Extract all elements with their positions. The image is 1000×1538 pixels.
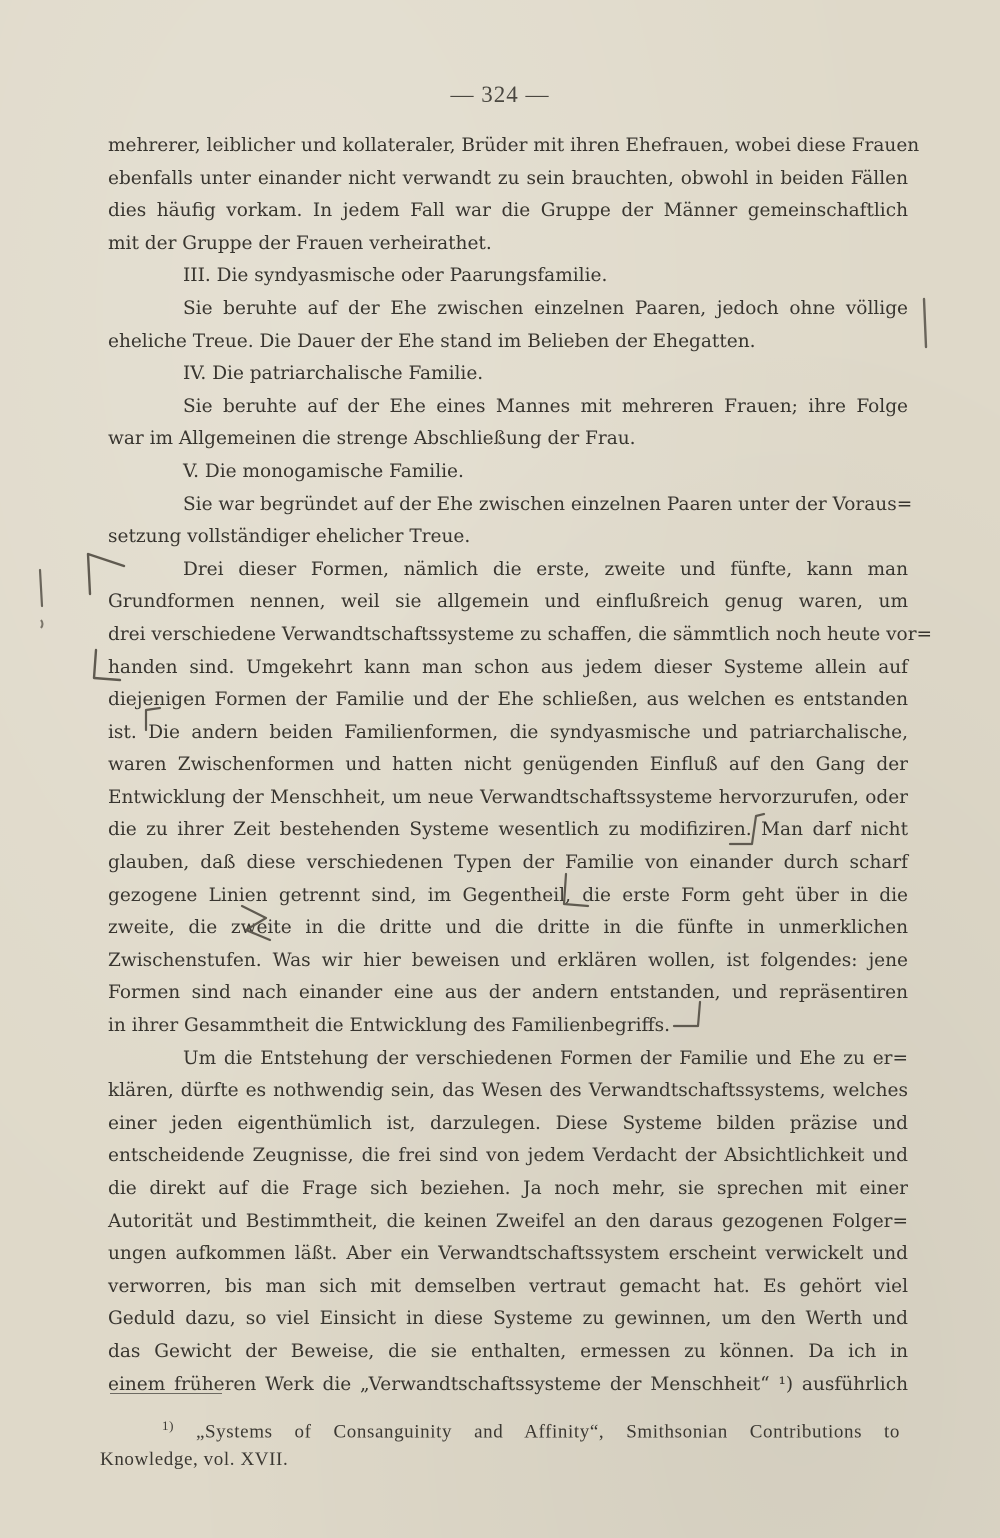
text-line: setzung vollständiger ehelicher Treue. <box>108 526 471 548</box>
footnote-marker: 1) <box>162 1418 175 1433</box>
text-line: verworren, bis man sich mit demselben vertraut gemacht hat. Es gehört viel <box>108 1275 908 1297</box>
text-line: das Gewicht der Beweise, die sie enthalten, ermessen zu können. Da ich in <box>108 1340 908 1362</box>
text-line: die direkt auf die Frage sich beziehen. Ja noch mehr, sie sprechen mit einer <box>108 1178 908 1199</box>
footnote-text: „Systems of Consanguinity and Affinity“, Smithsonian Contributions to <box>195 1421 900 1443</box>
text-line: mit der Gruppe der Frauen verheirathet. <box>108 232 492 254</box>
text-line: klären, dürfte es nothwendig sein, das Wesen des Verwandtschaftssystems, welches <box>108 1080 908 1102</box>
text-line: Autorität und Bestimmtheit, die keinen Zweifel an den daraus gezogenen Folger= <box>108 1210 908 1232</box>
text-line: Zwischenstufen. Was wir hier beweisen und erklären wollen, ist folgendes: jene <box>108 949 908 971</box>
section-heading-v: V. Die monogamische Familie. <box>183 460 464 482</box>
text-line: einer jeden eigenthümlich ist, darzulegen. Diese Systeme bilden präzise und <box>108 1112 908 1134</box>
text-line: ist. Die andern beiden Familienformen, die syndyasmische und patriarchalische, <box>108 721 908 743</box>
text-line: entscheidende Zeugnisse, die frei sind von jedem Verdacht der Absichtlichkeit und <box>108 1145 908 1167</box>
text-line: Entwicklung der Menschheit, um neue Verwandtschaftssysteme hervorzurufen, oder <box>108 786 908 808</box>
text-line: handen sind. Umgekehrt kann man schon aus jedem dieser Systeme allein auf <box>108 656 908 678</box>
text-line: ebenfalls unter einander nicht verwandt zu sein brauchten, obwohl in beiden Fällen <box>108 167 908 189</box>
text-line: war im Allgemeinen die strenge Abschließung der Frau. <box>108 428 636 450</box>
text-line: eheliche Treue. Die Dauer der Ehe stand im Belieben der Ehegatten. <box>108 330 756 352</box>
text-line: mehrerer, leiblicher und kollateraler, Brüder mit ihren Ehefrauen, wobei diese Frauen <box>108 135 920 156</box>
text-line: Geduld dazu, so viel Einsicht in diese Systeme zu gewinnen, um den Werth und <box>108 1308 908 1330</box>
text-line: waren Zwischenformen und hatten nicht genügenden Einfluß auf den Gang der <box>108 754 908 776</box>
footnote-line: Knowledge, vol. XVII. <box>100 1449 289 1471</box>
text-line: in ihrer Gesammtheit die Entwicklung des Familienbegriffs. <box>108 1015 671 1037</box>
footnote-line <box>100 1412 900 1446</box>
pencil-mark-right-margin <box>914 295 934 355</box>
footnote-divider <box>110 1393 222 1394</box>
text-line: zweite, die zweite in die dritte und die dritte in die fünfte in unmerklichen <box>108 917 908 939</box>
text-line: ungen aufkommen läßt. Aber ein Verwandtschaftssystem erscheint verwickelt und <box>108 1243 908 1265</box>
section-heading-iii: III. Die syndyasmische oder Paarungsfamilie. <box>183 265 608 287</box>
text-line: Grundformen nennen, weil sie allgemein und einflußreich genug waren, um <box>108 591 908 613</box>
body-text <box>108 130 933 1401</box>
text-line: diejenigen Formen der Familie und der Ehe schließen, aus welchen es entstanden <box>108 689 908 711</box>
text-line: Formen sind nach einander eine aus der andern entstanden, und repräsentiren <box>108 982 908 1004</box>
text-line: die zu ihrer Zeit bestehenden Systeme wesentlich zu modifiziren. Man darf nicht <box>108 819 908 841</box>
text-line: Sie beruhte auf der Ehe eines Mannes mit mehreren Frauen; ihre Folge <box>183 395 908 417</box>
footnote <box>100 1412 900 1474</box>
text-line: einem früheren Werk die „Verwandtschaftssysteme der Menschheit“ ¹) ausführlich <box>108 1373 908 1395</box>
text-line: dies häufig vorkam. In jedem Fall war die Gruppe der Männer gemeinschaftlich <box>108 200 908 222</box>
section-heading-iv: IV. Die patriarchalische Familie. <box>183 363 484 385</box>
text-line: glauben, daß diese verschiedenen Typen der Familie von einander durch scharf <box>108 852 908 874</box>
text-line: gezogene Linien getrennt sind, im Gegentheil, die erste Form geht über in die <box>108 884 908 906</box>
pencil-mark-left-margin <box>32 566 52 636</box>
page-number: — 324 — <box>450 82 550 107</box>
text-line: drei verschiedene Verwandtschaftssysteme zu schaffen, die sämmtlich noch heute vor= <box>108 623 933 645</box>
text-line: Drei dieser Formen, nämlich die erste, zweite und fünfte, kann man <box>183 558 908 580</box>
text-line: Um die Entstehung der verschiedenen Formen der Familie und Ehe zu er= <box>183 1047 908 1069</box>
text-line: Sie beruhte auf der Ehe zwischen einzelnen Paaren, jedoch ohne völlige <box>183 297 908 319</box>
text-line: Sie war begründet auf der Ehe zwischen einzelnen Paaren unter der Voraus= <box>183 493 913 515</box>
